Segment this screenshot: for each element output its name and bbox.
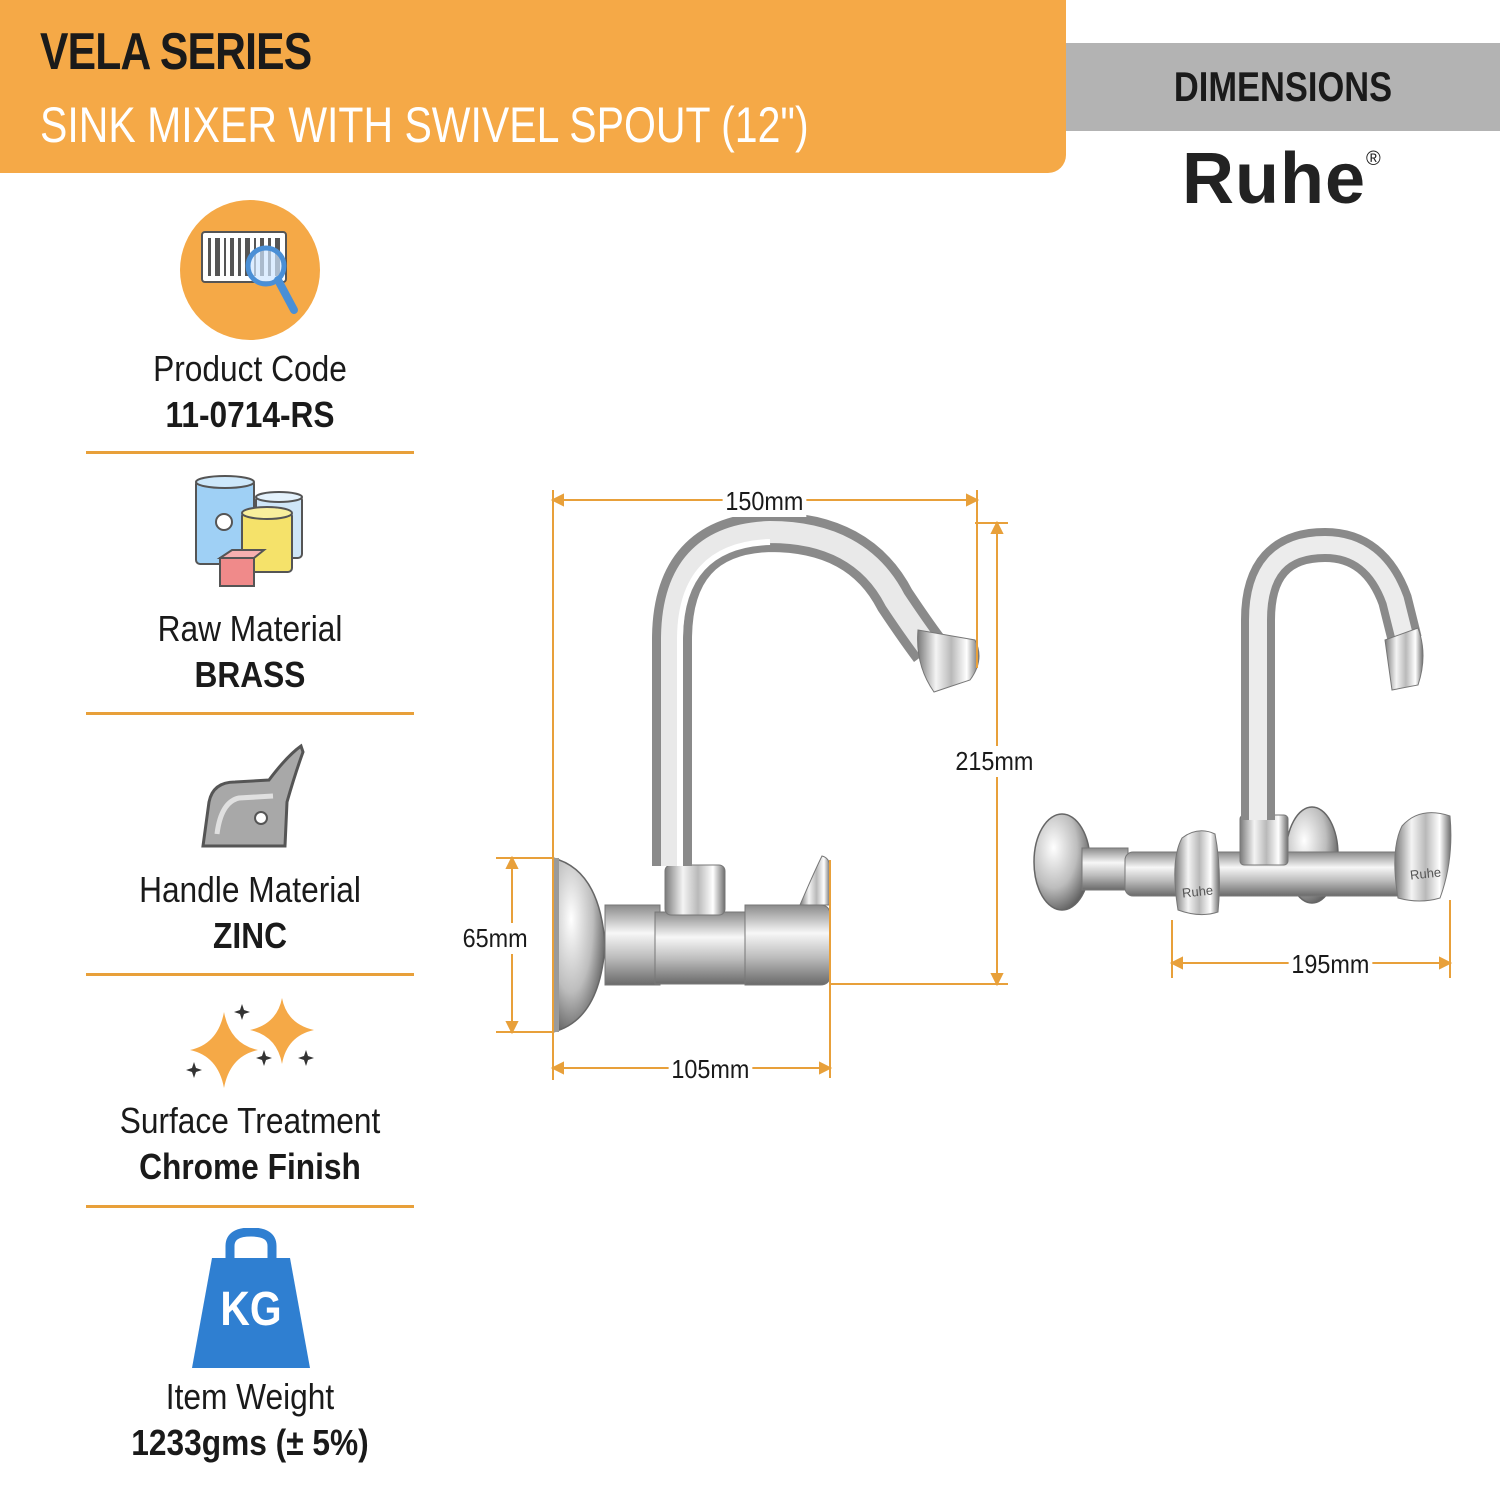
spec-label: Surface Treatment [119, 1100, 381, 1141]
dim-width-pair: 195mm [1289, 949, 1372, 980]
spec-label: Handle Material [139, 869, 361, 910]
faucet-front-view [1034, 545, 1451, 915]
series-title: VELA SERIES [40, 23, 312, 81]
dimension-lines [496, 490, 1450, 1080]
handle-brand-mark: Ruhe [1409, 864, 1442, 883]
spec-value: 11-0714-RS [165, 394, 335, 435]
dimensions-label: DIMENSIONS [1173, 63, 1393, 110]
dim-width-top: 150mm [723, 486, 806, 517]
dim-height-base: 65mm [460, 923, 530, 954]
weight-kg-text: KG [220, 1283, 282, 1336]
registered-mark: ® [1366, 148, 1382, 170]
faucet-side-view [553, 532, 979, 1032]
spec-label: Product Code [153, 348, 347, 389]
spec-label: Raw Material [157, 608, 343, 649]
spec-value: Chrome Finish [139, 1146, 361, 1187]
dim-height-total: 215mm [953, 746, 1036, 777]
spec-value: BRASS [194, 654, 306, 695]
dim-depth-base: 105mm [669, 1054, 752, 1085]
spec-value: ZINC [213, 915, 287, 956]
handle-brand-mark: Ruhe [1181, 882, 1214, 901]
spec-label: Item Weight [165, 1376, 335, 1417]
spec-value: 1233gms (± 5%) [131, 1422, 369, 1463]
product-subtitle: SINK MIXER WITH SWIVEL SPOUT (12") [40, 97, 809, 153]
brand-logo-text: Ruhe [1182, 139, 1366, 219]
